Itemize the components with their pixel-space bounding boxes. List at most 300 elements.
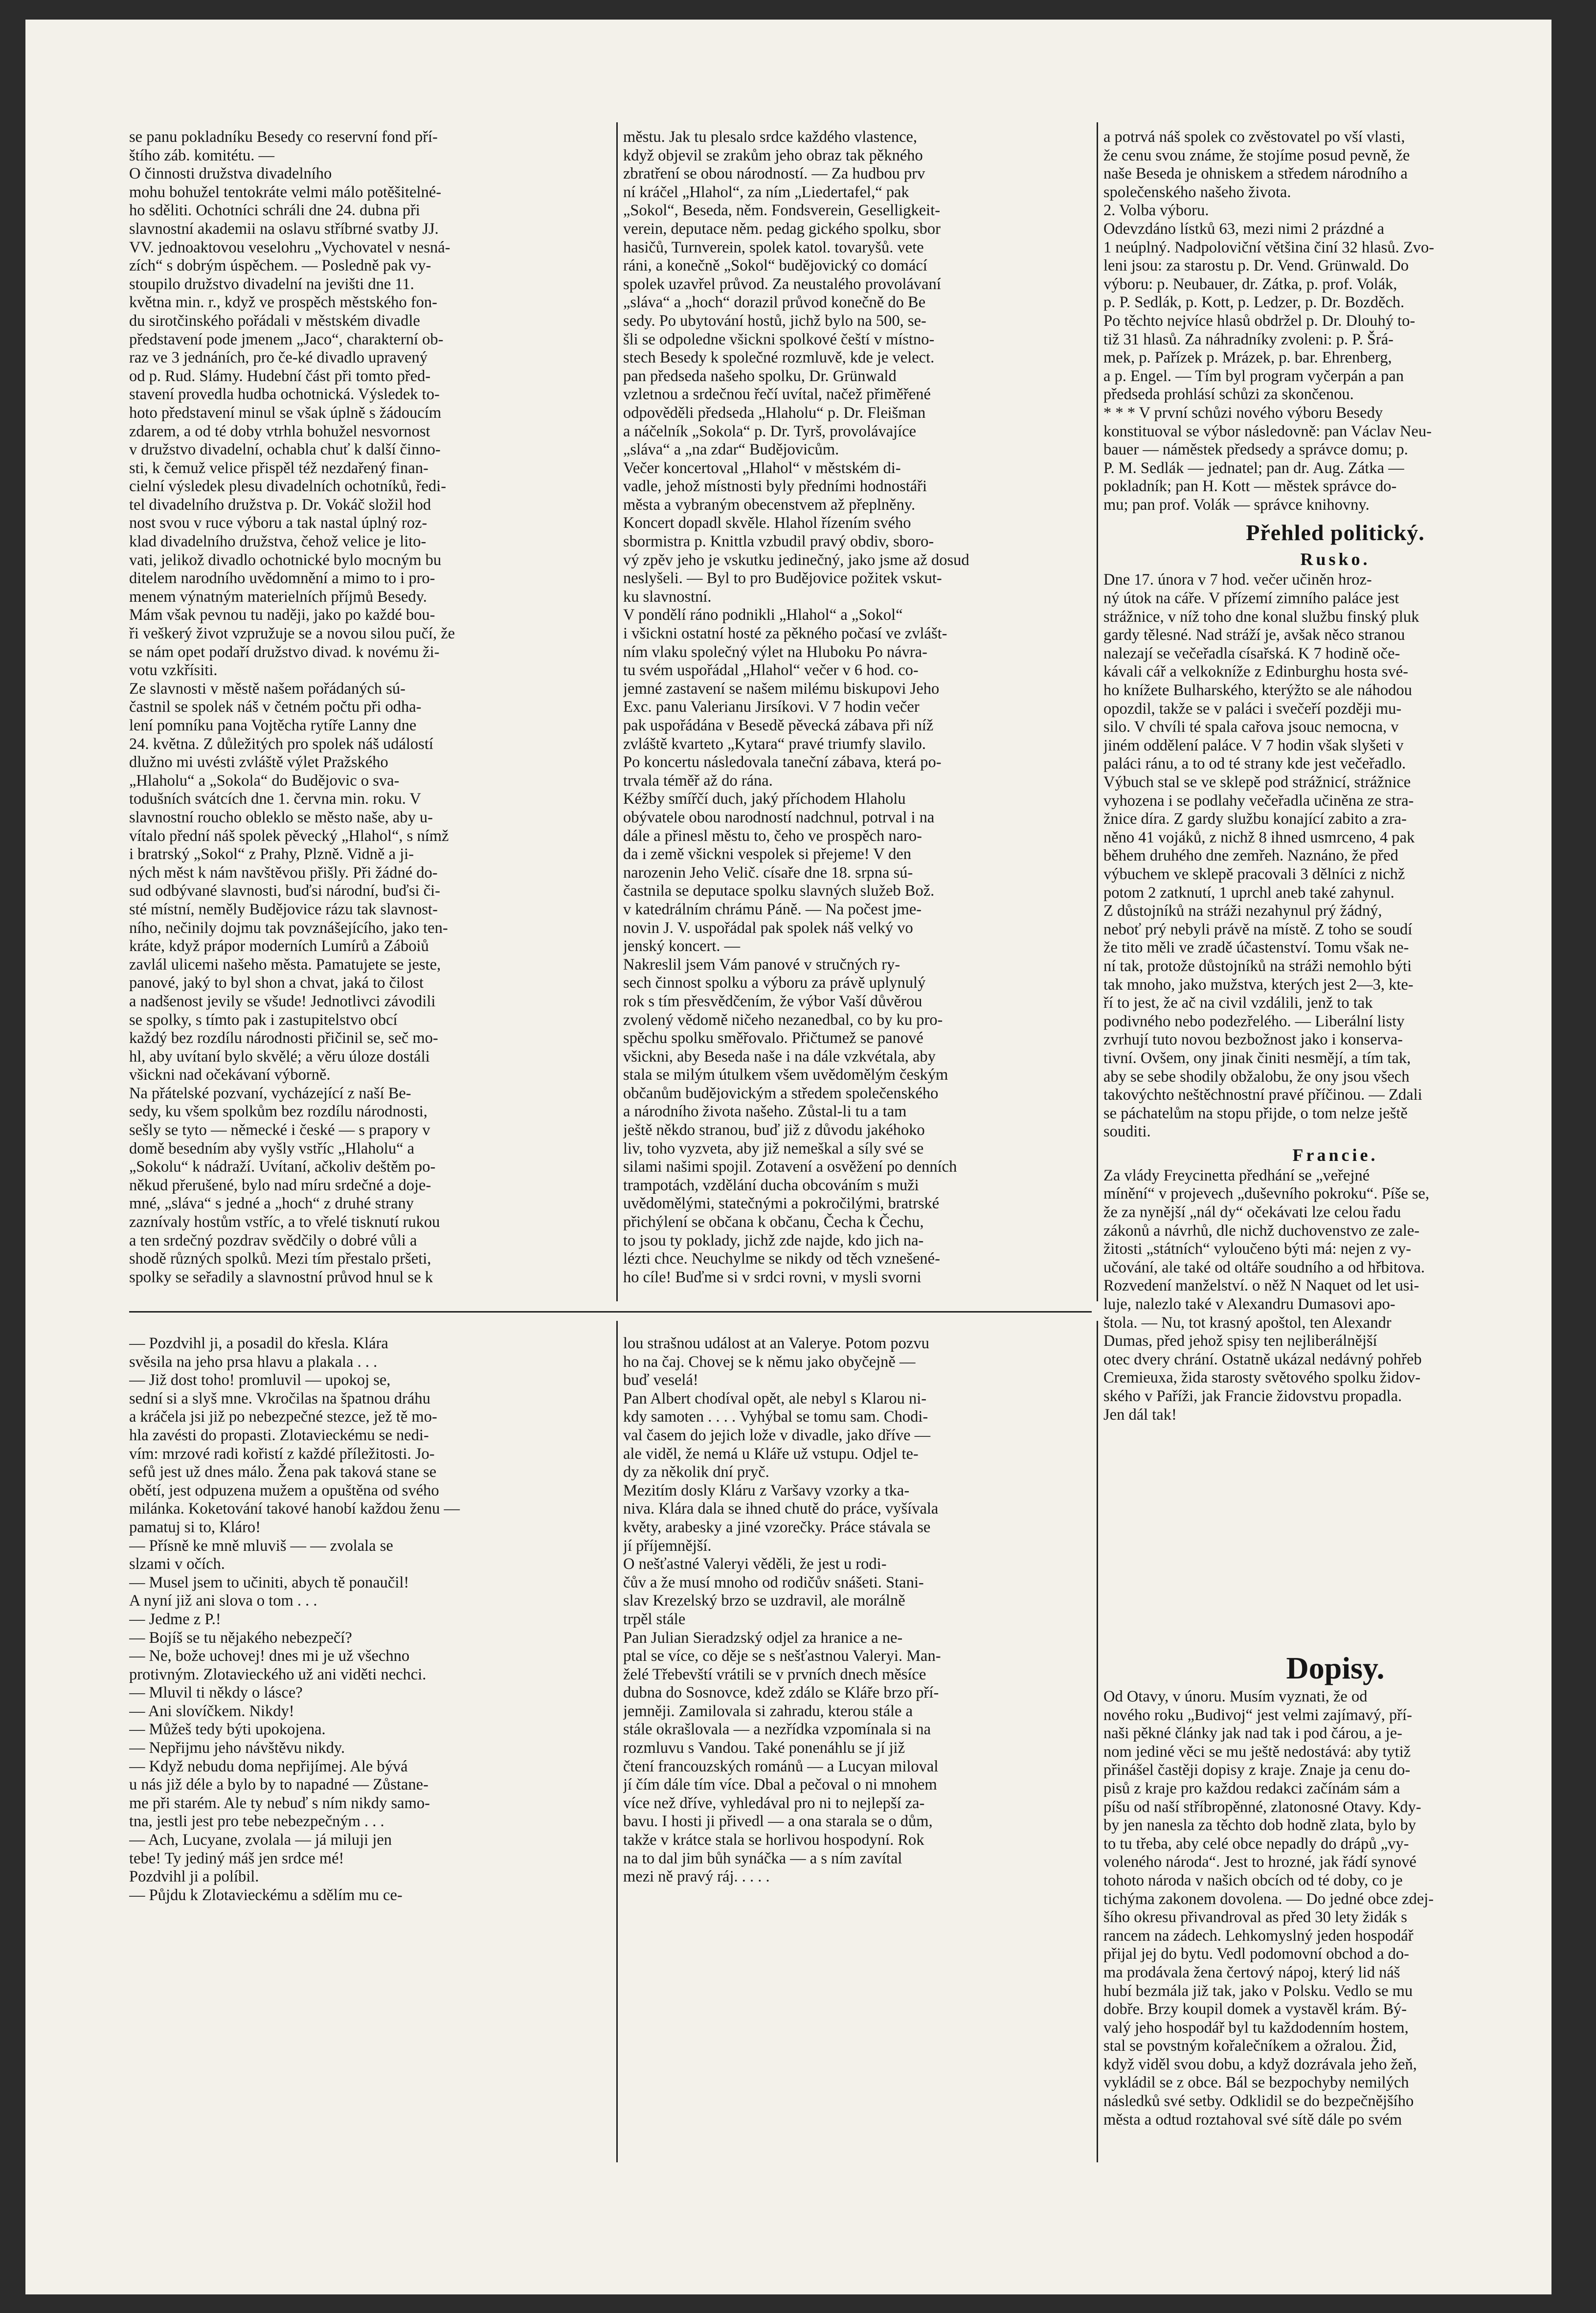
text-line: — Ach, Lucyane, zvolala — já miluji jen [129,1831,392,1849]
text-line: A nyní již ani slova o tom . . . [129,1592,317,1610]
text-line: hubí bezmála již tak, jako v Polsku. Vedlo se mu [1103,1982,1413,2000]
text-line: Dumas, před jehož spisy ten nejliberálnější [1103,1332,1377,1350]
text-line: se nám opet podaří družstvo divad. k novému ži- [129,643,440,661]
text-line: když objevil se zrakům jeho obraz tak pěkného [623,146,923,164]
text-line: ku slavnostní. [623,588,712,606]
rusko-text [1103,571,1567,1141]
text-line: ním vlaku společný výlet na Hluboku Po návra- [623,643,927,661]
text-line: da i země všickni vespolek si přejeme! V den [623,845,912,863]
text-line: obětí, jest odpuzena mužem a opuštěna od svého [129,1481,439,1499]
text-line: stech Besedy k společné rozmluvě, kde je velect. [623,349,935,367]
text-line: pak uspořádána v Besedě pěvecká zábava při níž [623,717,934,734]
text-line: otec dvery chrání. Ostatně ukázal nedávný pohřeb [1103,1350,1422,1368]
text-line: V pondělí ráno podnikli „Hlahol“ a „Sokol“ [623,606,903,624]
text-line: ří to jest, že ač na civil vzdálili, jenž to tak [1103,994,1373,1012]
text-line: všickni, aby Beseda naše i na dále vzkvétala, aby [623,1047,936,1066]
text-line: želé Třebevští vrátili se v prvních dnech měsíce [623,1665,926,1683]
text-line: aby se sebe shodily obžalobu, že ony jsou všech [1103,1067,1410,1086]
text-line: někud přerušené, bylo nad míru srdečné a doje- [129,1176,431,1194]
text-line: ního, nečinily dojmu tak povznášejícího, jako ten- [129,919,448,937]
text-line: společenského našeho života. [1103,183,1291,201]
text-line: ptal se více, co děje se s nešťastnou Valeryi. Man- [623,1647,941,1665]
letters-section-title: Dopisy. [1286,1651,1385,1685]
rusko-heading: Rusko. [1300,549,1371,569]
text-line: opozdil, takže se v paláci i svečeří později mu- [1103,700,1402,718]
lower-column-3 [1103,1649,1567,2129]
text-line: čtení francouzských románů — a Lucyan miloval [623,1757,939,1775]
text-line: tak mnoho, jako mužstva, kterých jest 2—3, kte- [1103,975,1414,994]
text-line: žitosti „státních“ vyloučeno býti má: nejen z vy- [1103,1240,1412,1258]
text-line: Exc. panu Valerianu Jirsíkovi. V 7 hodin večer [623,698,920,716]
column-divider [1097,1321,1098,2162]
text-line: — Ne, bože uchovej! dnes mi je už všechno [129,1647,410,1665]
text-line: a národního života našeho. Zůstal-li tu a tam [623,1103,907,1121]
text-line: verein, deputace něm. pedag gického spolku, sbor [623,220,941,238]
text-line: Jen dál tak! [1103,1406,1177,1424]
text-line: občanům budějovickým a středem společenského [623,1084,939,1102]
politics-section-title: Přehled politický. [1246,520,1425,545]
lower-column-2 [623,1335,1092,1886]
column-divider [616,1321,618,2162]
text-line: — Musel jsem to učiniti, abych tě ponaučil! [129,1573,409,1591]
text-line: podivného nebo podezřelého. — Liberální listy [1103,1012,1405,1030]
text-line: votu vzkřísiti. [129,661,218,680]
text-line: sedy. Po ubytování hostů, jichž bylo na 500, se- [623,312,926,330]
text-line: — Již dost toho! promluvil — upokoj se, [129,1371,391,1389]
text-line: slav Krezelský brzo se uzdravil, ale morálně [623,1592,905,1610]
text-line: sedy, ku všem spolkům bez rozdílu národnosti, [129,1103,427,1121]
text-line: svěsila na jeho prsa hlavu a plakala . . . [129,1353,378,1371]
text-line: hoto představení minul se však úplně s žádoucím [129,404,442,422]
text-line: rancem na zádech. Lehkomyslný jeden hospodář [1103,1927,1414,1945]
text-line: a náčelník „Sokola“ p. Dr. Tyrš, provolávajíce [623,422,917,440]
text-line: nového roku „Budivoj“ jest velmi zajímavý, pří- [1103,1706,1412,1724]
text-line: nalezají se večeřadla císařská. K 7 hodině oče- [1103,644,1400,662]
text-line: něno 41 vojáků, z nichž 8 ihned usmrceno, 4 pak [1103,828,1415,846]
text-line: voleného národa“. Jest to hrozné, jak řádí synové [1103,1853,1416,1871]
text-line: května min. r., když ve prospěch městského fon- [129,294,437,312]
text-line: menem výnatným materielních příjmů Besedy. [129,588,427,606]
text-line: lou strašnou událost at an Valerye. Potom pozvu [623,1335,929,1352]
text-line: dlužno mi uvésti zvláště výlet Pražského [129,753,388,771]
text-line: Cremieuxa, žida starosty světového spolku židov- [1103,1369,1421,1387]
text-line: naše Beseda je ohniskem a středem národního a [1103,165,1408,183]
text-line: du sirotčinského pořádali v městském divadle [129,312,420,330]
text-line: lení pomníku pana Vojtěcha rytíře Lanny dne [129,717,417,734]
text-line: během druhého dne zemřeh. Naznáno, že před [1103,847,1398,865]
text-line: souditi. [1103,1123,1151,1141]
column-divider [616,122,618,1301]
text-line: tivní. Ovšem, ony jinak činiti nesmějí, a tím tak, [1103,1049,1411,1067]
text-line: ho cíle! Buďme si v srdci rovni, v mysli svorni [623,1268,922,1286]
text-line: mínění“ v projevech „duševního pokroku“. Píše se, [1103,1185,1430,1203]
text-line: i bratrský „Sokol“ z Prahy, Plzně. Vidně a ji- [129,845,414,863]
text-line: stal se povstným kořalečníkem a ožralou. Žid, [1103,2037,1397,2055]
text-line: hasičů, Turnverein, spolek katol. tovaryšů. vete [623,238,924,256]
text-line: ma prodávala žena čertový nápoj, který lid náš [1103,1963,1400,1981]
text-line: panové, jaký to byl shon a chvat, jaká to čilost [129,974,424,992]
text-line: „sláva“ a „hoch“ dorazil průvod konečně do Be [623,294,926,312]
text-line: jí čím dále tím více. Dbal a pečoval o ni mnohem [623,1776,937,1794]
text-line: milánka. Koketování takové hanobí každou ženu — [129,1500,460,1518]
text-line: jemné zastavení se našem milému biskupovi Jeho [623,680,940,698]
text-line: — Když nebudu doma nepřijímej. Ale bývá [129,1757,408,1775]
text-line: todušních svátcích dne 1. června min. roku. V [129,790,421,808]
text-line: ných měst k nám navštěvou přišly. Při žádné do- [129,863,438,882]
story-text-column-2 [623,1335,1092,1886]
text-line: Koncert dopadl skvěle. Hlahol řízením svého [623,514,911,532]
feuilleton-divider [129,1311,1092,1313]
text-line: — Půjdu k Zlotavieckému a sdělím mu ce- [129,1886,403,1904]
text-line: VV. jednoaktovou veselohru „Vychovatel v nesná- [129,238,450,256]
text-line: dále a přinesl městu to, čeho ve prospěch naro- [623,827,922,845]
text-line: přijal jej do bytu. Vedl podomovní obchod a do- [1103,1945,1409,1963]
text-line: Pan Albert chodíval opět, ale nebyl s Klarou ni- [623,1389,927,1407]
text-line: Kéžby smířčí duch, jaký příchodem Hlaholu [623,790,906,808]
text-line: že cenu svou známe, že stojíme posud pevně, že [1103,146,1410,164]
text-line: — Bojíš se tu nějakého nebezpečí? [129,1629,352,1647]
text-line: zvrhují tuto novou bezbožnost jako i konserva- [1103,1031,1403,1049]
text-line: vítalo přední náš spolek pěvecký „Hlahol“, s nímž [129,827,449,845]
text-line: zákonů a návrhů, dle nichž duchovenstvo ze zale- [1103,1222,1420,1240]
text-line: strážnice, v níž toho dne konal službu finský pluk [1103,608,1419,626]
text-line: sešly se tyto — německé i české — s prapory v [129,1121,430,1139]
text-line: Večer koncertoval „Hlahol“ v městském di- [623,459,901,477]
text-line: — Přísně ke mně mluviš — — zvolala se [129,1537,393,1555]
text-line: pisů z kraje pro každou redakci začínám sám a [1103,1779,1400,1797]
text-line: více než dříve, vyhledával pro ni to nejlepší za- [623,1794,925,1812]
text-line: pokladník; pan H. Kott — městek správce do- [1103,477,1397,496]
text-line: — Jedme z P.! [129,1610,221,1628]
text-line: Pan Julian Sieradzský odjel za hranice a ne- [623,1629,903,1647]
text-line: trpěl stále [623,1610,686,1628]
text-line: Po těchto nejvíce hlasů obdržel p. Dr. Dlouhý to- [1103,312,1416,330]
upper-column-3 [1103,128,1567,1424]
text-line: Pozdvihl ji a políbil. [129,1868,259,1886]
text-line: narozenin Jeho Velič. císaře dne 18. srpna sú- [623,863,913,882]
text-line: valý jeho hospodář byl tu každodenním hostem, [1103,2018,1409,2037]
text-line: odpověděli předseda „Hlaholu“ p. Dr. Fleišman [623,404,926,422]
text-line: a ten srdečný pozdrav svědčily o dobré vůli a [129,1231,417,1249]
francie-text [1103,1167,1567,1424]
text-line: ještě někdo stranou, buď již z důvodu jakéhoko [623,1121,925,1139]
text-line: štola. — Nu, tot krasný apoštol, ten Alexandr [1103,1314,1392,1332]
upper-column-1-text [129,128,609,1287]
text-line: O činnosti družstva divadelního [129,165,332,183]
text-line: výbuchem ve sklepě pracovali 3 dělníci z nichž [1103,865,1405,883]
text-line: takže v krátce stala se horlivou hospodyní. Rok [623,1831,924,1849]
text-line: luje, nalezlo také v Alexandru Dumasovi apo- [1103,1295,1395,1314]
text-line: „Sokol“, Beseda, něm. Fondsverein, Geselligkeit- [623,202,941,220]
text-line: sbormistra p. Knittla vzbudil pravý obdiv, sborо- [623,533,934,551]
text-line: častnil se spolek náš v četném počtu při odha- [129,698,422,716]
text-line: Výbuch stal se ve sklepě pod strážnicí, strážnice [1103,773,1411,791]
text-line: — Mluvil ti někdy o lásce? [129,1684,303,1702]
text-line: stále okrašlovala — a nezřídka vzpomínala si na [623,1721,931,1739]
text-line: to jsou ty poklady, jichž zde najde, kdo jich na- [623,1231,924,1249]
text-line: Po koncertu následovala taneční zábava, která po- [623,753,942,771]
lower-column-1 [129,1335,609,1905]
text-line: jí příjemnější. [623,1537,712,1555]
text-line: květy, arabesky a jiné vzorečky. Práce stávala se [623,1518,931,1536]
text-line: sech činnost spolku a výboru za právě uplynulý [623,974,926,992]
text-line: klad divadelního družstva, čehož velice je lito- [129,533,427,551]
text-line: „sláva“ a „na zdar“ Budějovicům. [623,441,839,459]
text-line: představení pode jmenem „Jaco“, charakterní ob- [129,330,444,348]
letters-text [1103,1688,1567,2129]
text-line: šli se odpoledne všickni spolkové čeští v místno- [623,330,935,348]
text-line: sefů jest už dnes málo. Žena pak taková stane se [129,1463,437,1481]
text-line: — Můžeš tedy býti upokojena. [129,1721,326,1739]
text-line: vadle, jehož místnosti byly předními hodnostáři [623,477,927,496]
upper-column-1 [129,128,609,1287]
text-line: následků své setby. Odklidil se do bezpečnějšího [1103,2092,1414,2110]
text-line: i všickni ostatní hosté za pěkného počasí ve zvlášt- [623,625,947,643]
text-line: jemněji. Zamilovala si zahradu, kterou stále a [623,1702,913,1720]
text-line: kdy samoten . . . . Vyhýbal se tomu sam. Chodi- [623,1408,928,1426]
text-line: spolky se seřadily a slavnostní průvod hnul se k [129,1268,433,1286]
text-line: spolek uzavřel průvod. Za neustalého provolávaní [623,275,941,293]
text-line: bauer — náměstek předsedy a správce domu; p. [1103,441,1408,459]
upper-column-2 [623,128,1092,1287]
text-line: kávali cář a velkokníže z Edinburghu hosta své- [1103,663,1409,681]
text-line: mohu bohužel tentokráte velmi málo potěšitelné- [129,183,442,201]
text-line: čův a že musí mnoho od rodičův snášeti. Stani- [623,1573,924,1591]
text-line: vati, jelikož divadlo ochotnické bylo mocným bu [129,551,442,569]
text-line: sté místní, neměly Budějovice rázu tak slavnost- [129,900,438,918]
text-line: ho sděliti. Ochotníci schráli dne 24. dubna při [129,202,420,220]
text-line: předseda prohlásí schůzi za skončenou. [1103,386,1354,404]
text-line: vykládil se z obce. Bál se bezpochyby nemilých [1103,2074,1409,2092]
text-line: rozmluvu s Vandou. Také ponenáhlu se jí již [623,1739,905,1757]
text-line: by jen nanesla za těchto dob hodně zlata, bylo by [1103,1816,1416,1835]
story-text-column-1 [129,1335,609,1905]
text-line: a p. Engel. — Tím byl program vyčerpán a pan [1103,367,1404,385]
text-line: „Sokolu“ k nádraží. Uvítaní, ačkoliv deštěm po- [129,1158,436,1176]
text-line: městu. Jak tu plesalo srdce každého vlastence, [623,128,918,146]
text-line: takovýchto neštěchnostní pravé příčinou. — Zdali [1103,1086,1422,1104]
text-line: p. P. Sedlák, p. Kott, p. Ledzer, p. Dr. Bozděch. [1103,294,1405,312]
text-line: liv, toho vyzveta, aby již nemeškal a síly své se [623,1139,924,1157]
text-line: me při starém. Ale ty nebuď s ním nikdy samo- [129,1794,430,1812]
text-line: ní tak, protože důstojníků na stráži nemohlo býti [1103,957,1412,975]
text-line: vzletnou a srdečnou řečí uvítal, načež přiměřené [623,386,931,404]
text-line: Nakreslil jsem Vám panové v stručných ry- [623,955,900,974]
text-line: silami našimi spojil. Zotavení a osvěžení po denních [623,1158,957,1176]
text-line: se panu pokladníku Besedy co reservní fond pří- [129,128,438,146]
text-line: dy za několik dní pryč. [623,1463,769,1481]
text-line: novin J. V. uspořádal pak spolek náš velký vo [623,919,913,937]
text-line: přichýlení se občana k občanu, Čecha k Čechu, [623,1213,924,1231]
text-line: raz ve 3 jednáních, pro če-ké divadlo upravený [129,349,428,367]
text-line: dobře. Brzy koupil domek a vystavěl krám. Bý- [1103,2000,1407,2018]
text-line: „Hlaholu“ a „Sokola“ do Budějovic o sva- [129,771,400,790]
text-line: a kráčela jsi již po nebezpečné stezce, jež tě mo- [129,1408,437,1426]
text-line: Ze slavnosti v městě našem pořádaných sú- [129,680,405,698]
text-line: píšu od naší stříbropěnné, zlatonosné Otavy. Kdy- [1103,1798,1421,1816]
text-line: od p. Rud. Slámy. Hudební část při tomto před- [129,367,431,385]
text-line: nom jediné věci se mu ještě nedostává: aby tytiž [1103,1743,1411,1761]
text-line: v katedrálním chrámu Páně. — Na počest jme- [623,900,922,918]
text-line: shodě různých spolků. Mezi tím přestalo pršeti, [129,1250,431,1268]
text-line: gardy tělesné. Nad stráží je, avšak něco stranou [1103,626,1405,644]
text-line: ského v Paříži, jak Francie židovstvu propadla. [1103,1387,1402,1405]
text-line: — Pozdvihl ji, a posadil do křesla. Klára [129,1335,388,1352]
text-line: tna, jestli jest pro tebe nebezpečným . . . [129,1813,384,1831]
text-line: města a odtud roztahoval své sítě dále po svém [1103,2110,1402,2129]
text-line: stala se milým útulkem všem uvědomělým českým [623,1066,948,1084]
text-line: každý bez rozdílu národnosti přičinil se, seč mo- [129,1029,438,1047]
text-line: sední si a slyš mne. Vkročilas na špatnou dráhu [129,1389,430,1407]
text-line: tichýma zakonem dovolena. — Do jedné obce zdej- [1103,1890,1434,1908]
text-line: tebe! Ty jediný máš jen srdce mé! [129,1849,344,1867]
text-line: tel divadelního družstva p. Dr. Vokáč složil hod [129,496,431,514]
text-line: častnila se deputace spolku slavných služeb Bož. [623,882,935,900]
text-line: zvláště kvarteto „Kytara“ pravé triumfy slavilo. [623,735,926,753]
text-line: Na přátelské pozvaní, vycházející z naší Be- [129,1084,411,1102]
text-line: ní kráčel „Hlahol“, za ním „Liedertafel,“ pak [623,183,909,201]
text-line: žnice díra. Z gardy službu konající zabito a zra- [1103,810,1407,828]
text-line: uvědomělými, statečnými a pokročilými, bratrské [623,1195,940,1213]
text-line: ale viděl, že nemá u Kláře už vstupu. Odjel te- [623,1445,919,1463]
text-line: niva. Klára dala se ihned chutě do práce, vyšívala [623,1500,939,1518]
text-line: to tu třeba, aby celé obce nepadly do drápů „vy- [1103,1835,1409,1853]
text-line: lézti chce. Neuchylme se nikdy od těch vznešené- [623,1250,940,1268]
text-line: protivným. Zlotavieckého už ani viděti nechci. [129,1665,427,1683]
text-line: vý zpěv jeho je vskutku jedinečný, jako jsme až dosud [623,551,969,569]
text-line: Od Otavy, v únoru. Musím vyznati, že od [1103,1688,1368,1705]
text-line: mu; pan prof. Volák — správce knihovny. [1103,496,1370,514]
text-line: zvolený vědomě ničeho nezanedbal, co by ku pro- [623,1011,943,1029]
text-line: a nadšenost jevily se všude! Jednotlivci závodili [129,992,436,1010]
text-line: města a vybraným obecenstvem až přeplněny. [623,496,916,514]
upper-column-2-text [623,128,1092,1287]
text-line: stavení provedla hudba ochotnická. Výsledek to- [129,386,440,404]
text-line: silo. V chvíli té spala cařova jsouc nemocna, v [1103,718,1399,736]
text-line: že tito měli ve zradě účastenství. Tomu však ne- [1103,939,1409,957]
text-line: Mám však pevnou tu naději, jako po každé bou- [129,606,435,624]
text-line: slzami v očích. [129,1555,225,1573]
text-line: tiž 31 hlasů. Za náhradníky zvoleni: p. P. Šrá- [1103,330,1394,348]
text-line: výboru: p. Neubauer, dr. Zátka, p. prof. Volák, [1103,275,1397,293]
text-line: Dne 17. února v 7 hod. večer učiněn hroz- [1103,571,1372,589]
text-line: trampotách, vzdělání ducha obcováním s muži [623,1176,919,1194]
text-line: slavnostní akademii na oslavu stříbrné svatby JJ. [129,220,439,238]
text-line: P. M. Sedlák — jednatel; pan dr. Aug. Zátka — [1103,459,1404,477]
text-line: trvala téměř až do rána. [623,771,773,790]
column-divider [1097,122,1098,1301]
text-line: mek, p. Pařízek p. Mrázek, p. bar. Ehrenberg, [1103,349,1392,367]
text-line: že za nynější „nál dy“ očekávati lze celou řadu [1103,1203,1401,1222]
text-line: spěchu spolku směřovalo. Přičtumež se panové [623,1029,923,1047]
text-line: ho na čaj. Chovej se k němu jako obyčejně — [623,1353,916,1371]
text-line: všickni nad očekávaní výborně. [129,1066,331,1084]
text-line: tohoto národa v našich obcích od té doby, co je [1103,1871,1403,1889]
text-line: rok s tím přesvědčením, že výbor Vaší důvěrou [623,992,922,1010]
text-line: pan předseda našeho spolku, Dr. Grünwald [623,367,897,385]
text-line: leni jsou: za starostu p. Dr. Vend. Grünwald. Do [1103,257,1409,275]
text-line: 1 neúplný. Nadpoloviční většina činí 32 hlasů. Zvo- [1103,238,1435,256]
text-line: jenský koncert. — [623,937,741,955]
text-line: když viděl svou dobu, a když dozrávala jeho žeň, [1103,2055,1417,2073]
text-line: se spolky, s tímto pak i zastupitelstvo obcí [129,1011,398,1029]
text-line: Za vlády Freycinetta předhání se „veřejné [1103,1166,1370,1184]
text-line: ho knížete Bulharského, kterýžto se ale náhodou [1103,681,1412,700]
meeting-minutes-text [1103,128,1567,514]
text-line: O nešťastné Valeryi věděli, že jest u rodi- [623,1555,887,1573]
text-line: cielní výsledek plesu divadelních ochotníků, ředi- [129,477,447,496]
text-line: konstituoval se výbor následovně: pan Václav Neu- [1103,422,1432,440]
text-line: obývatele obou narodností nadchnul, potrval i na [623,808,935,826]
text-line: val časem do jejich lože v divadle, jako dříve — [623,1426,931,1444]
text-line: neslyšeli. — Byl to pro Budějovice požitek vskut- [623,569,942,588]
text-line: potom 2 zatknutí, 1 uprchl aneb také zahynul. [1103,884,1394,902]
text-line: sud odbývané slavnosti, buďsi národní, buďsi či- [129,882,440,900]
text-line: v družstvo divadelní, ochabla chuť k další činno- [129,441,441,459]
text-line: štího záb. komitétu. — [129,146,274,164]
text-line: přinášel častěji dopisy z kraje. Znaje ja cenu do- [1103,1761,1411,1779]
text-line: nost svou v ruce výboru a tak nastal úplný roz- [129,514,427,532]
text-line: kráte, když prápor moderních Lumírů a Záboiů [129,937,429,955]
text-line: ný útok na cáře. V přízemí zimního paláce jest [1103,590,1399,608]
text-line: 2. Volba výboru. [1103,202,1209,220]
newspaper-page [25,20,1551,2294]
text-line: Rozvedení manželství. o něž N Naquet od let usi- [1103,1277,1419,1295]
text-line: paláci ránu, a to od té strany kde jest večeřadlo. [1103,755,1406,773]
text-line: mné, „sláva“ s jedné a „hoch“ z druhé strany [129,1195,414,1213]
text-line: bavu. I hosti ji přivedl — a ona starala se o dům, [623,1813,933,1831]
text-line: vím: mrzové radi kořistí z každé příležitosti. Jo- [129,1445,435,1463]
text-line: vyhozena i se podlahy večeřadla učiněna ze stra- [1103,792,1414,810]
text-line: se páchatelům na stopu přijde, o tom nelze ještě [1103,1104,1408,1122]
text-line: jiném oddělení paláce. V 7 hodin však slyšeti v [1103,736,1404,754]
text-line: Z důstojníků na stráži nezahynul prý žádný, [1103,902,1382,920]
text-line: sti, k čemuž velice přispěl též nezdařený finan- [129,459,428,477]
text-line: šího okresu přivandroval as před 30 lety židák s [1103,1908,1407,1927]
text-line: ři veškerý život vzpružuje se a novou silou pučí, že [129,625,455,643]
text-line: naši pěkné články jak nad tak i pod čárou, a je- [1103,1724,1402,1743]
text-line: mezi ně pravý ráj. . . . . [623,1868,770,1886]
text-line: — Nepřijmu jeho návštěvu nikdy. [129,1739,345,1757]
text-line: neboť prý nebyli právě na místě. Z toho se soudí [1103,920,1413,938]
text-line: dubna do Sosnovce, kdež zdálo se Kláře brzo pří- [623,1684,939,1702]
text-line: u nás již déle a bylo by to napadné — Zůstane- [129,1776,428,1794]
text-line: — Ani slovíčkem. Nikdy! [129,1702,294,1720]
text-line: ráni, a konečně „Sokol“ budějovický co domácí [623,257,927,275]
text-line: slavnostní roucho obleklo se město naše, aby u- [129,808,433,826]
text-line: a potrvá náš spolek co zvěstovatel po vší vlasti, [1103,128,1405,146]
text-line: ditelem narodního uvědomnění a mimo to i pro- [129,569,435,588]
text-line: zdarem, a od té doby vtrhla bohužel nesvornost [129,422,430,440]
text-line: zích“ s dobrým úspěchem. — Posledně pak vy- [129,257,431,275]
text-line: učování, ale také od oltáře soudního a od hřbitova. [1103,1258,1425,1276]
text-line: zavlál ulicemi našeho města. Pamatujete se jeste, [129,955,441,974]
text-line: zaznívaly hostům vstříc, a to vřelé tisknutí rukou [129,1213,440,1231]
text-line: domě besedním aby vyšly vstříc „Hlaholu“ a [129,1139,415,1157]
text-line: zbratření se obou národností. — Za hudbou prv [623,165,925,183]
text-line: buď veselá! [623,1371,698,1389]
text-line: na to dal jim bůh synáčka — a s ním zavítal [623,1849,902,1867]
text-line: Odevzdáno lístků 63, mezi nimi 2 prázdné a [1103,220,1385,238]
text-line: pamatuj si to, Kláro! [129,1518,261,1536]
text-line: * * * V první schůzi nového výboru Besedy [1103,404,1383,422]
text-line: stoupilo družstvo divadelní na jevišti dne 11. [129,275,414,293]
text-line: 24. května. Z důležitých pro spolek náš událostí [129,735,433,753]
text-line: Mezitím dosly Kláru z Varšavy vzorky a tka- [623,1481,910,1499]
text-line: hla zavésti do propasti. Zlotavieckému se nedi- [129,1426,429,1444]
francie-heading: Francie. [1292,1145,1378,1165]
text-line: hl, aby uvítaní bylo skvělé; a věru úloze dostáli [129,1047,430,1066]
